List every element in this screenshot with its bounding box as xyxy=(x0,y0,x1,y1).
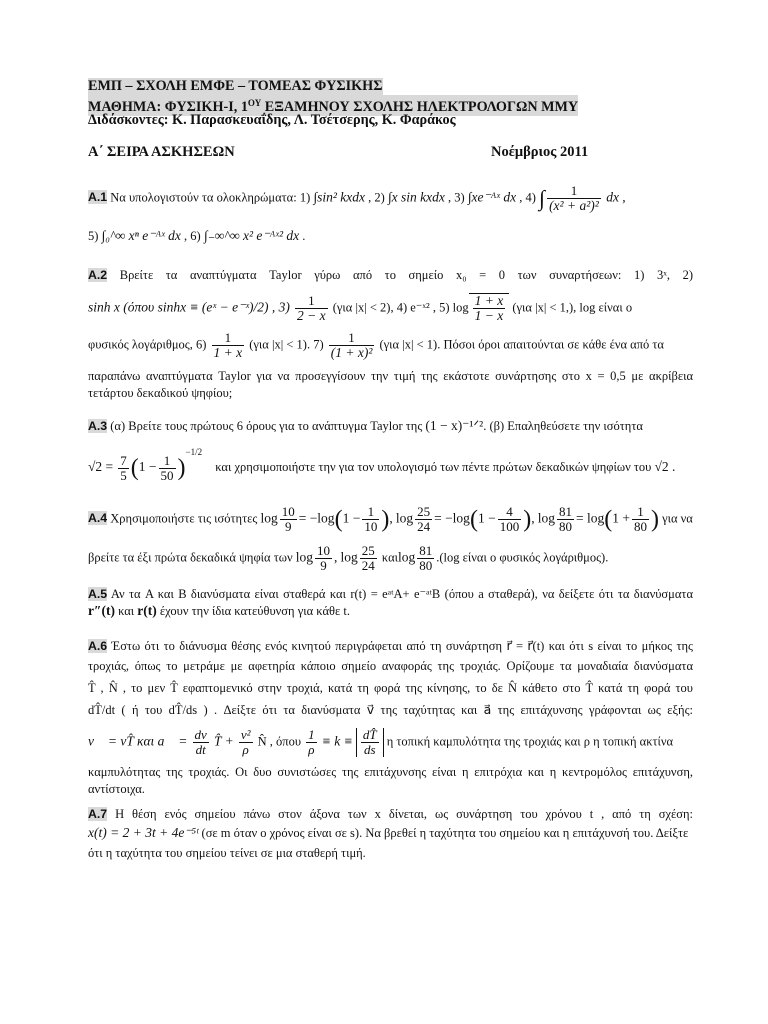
a4-and: και xyxy=(381,550,398,565)
a4-l2-f1d: 9 xyxy=(320,558,327,573)
a4-l2-f1 xyxy=(315,544,332,573)
a6-l5e: η τοπική καμπυλότητα της τροχιάς και ρ η τοπική ακτίνα xyxy=(386,734,674,749)
a1-integral-2: ∫x sin kxdx xyxy=(387,189,445,205)
a4-eq2-rd: 100 xyxy=(499,519,520,534)
a3-l2text: και χρησιμοποιήστε την για τον υπολογισμό των πέντε πρώτων δεκαδικών ψηφίων του xyxy=(215,460,652,474)
a1-sep5: 5) xyxy=(88,229,102,243)
a4-eq1-rd: 10 xyxy=(364,519,378,534)
a2-line2 xyxy=(88,293,632,323)
a4-eq2-rp: ) xyxy=(523,506,532,533)
a2-l1: Βρείτε τα αναπτύγματα Taylor γύρω από το σημείο x₀ = 0 των συναρτήσεων: 1) 3ˣ, 2) xyxy=(107,268,693,282)
a4-log5: log xyxy=(340,549,358,565)
a4-eq1-rp: ) xyxy=(381,506,390,533)
a3-frac1 xyxy=(118,454,129,483)
a7-line1 xyxy=(88,806,693,822)
a1-integral-sign: ∫ xyxy=(539,185,546,211)
a2-f3-num: 1 xyxy=(295,294,328,309)
a7-line3: ότι η ταχύτητα του σημείου τείνει σε μια σταθερή τιμή. xyxy=(88,846,366,860)
a1-sep6: , 6) xyxy=(180,229,204,243)
a6-line7: αντίστοιχα. xyxy=(88,782,145,796)
a3-f1-den: 5 xyxy=(120,467,127,483)
a4-eq1-n: 10 xyxy=(281,504,295,519)
a2-line5: τετάρτου δεκαδικού ψηφίου; xyxy=(88,386,233,400)
a3-lparen: ( xyxy=(130,455,139,482)
a4-eq3-lp: ( xyxy=(604,506,613,533)
a2-f6-den: 1 + x xyxy=(213,345,243,360)
a5-r-second: r″(t) xyxy=(88,603,115,618)
a4-eq3-mid: = log xyxy=(575,510,605,526)
a1-line2 xyxy=(88,228,305,244)
a4-eq1-rn: 1 xyxy=(362,505,379,520)
a4-l2-f3 xyxy=(417,544,434,573)
a6-frac1 xyxy=(193,728,209,757)
a2-f7-num: 1 xyxy=(329,331,375,346)
a4-eq3-rfrac xyxy=(632,505,649,534)
a1-integral-3: ∫xe⁻ᴬˣ dx xyxy=(467,189,517,205)
a1-line1 xyxy=(88,184,626,213)
a4-eq3-rn: 1 xyxy=(632,505,649,520)
a6-frac4 xyxy=(361,728,379,757)
a6-f3-num: 1 xyxy=(308,727,315,742)
a4-eq2-n: 25 xyxy=(417,504,431,519)
a6-f2-den: ρ xyxy=(242,742,249,757)
a6-label: Α.6 xyxy=(88,639,108,653)
a4-l2-f1n: 10 xyxy=(317,543,330,558)
a2-l2b: (για |x| < 2), 4) e⁻ˣ² , 5) log xyxy=(332,300,469,315)
a2-frac6 xyxy=(212,331,245,360)
a4-eq1-rfrac xyxy=(362,505,379,534)
a4-eq3-frac xyxy=(557,505,574,534)
a7-eq: x(t) = 2 + 3t + 4e⁻⁵ᵗ xyxy=(88,825,199,840)
a6-f1-num: dv xyxy=(194,727,207,742)
a6-f4-den: ds xyxy=(363,742,376,757)
a5-r: r(t) xyxy=(137,603,157,618)
a6-l1: Έστω ότι το διάνυσμα θέσης ενός κινητού περιγράφεται από τη συνάρτηση r⃗ = r⃗(t) και ότι s είναι το μήκος της xyxy=(107,639,693,653)
a2-l3a: φυσικός λογάριθμος, 6) xyxy=(88,337,207,352)
a4-eq2-rn: 4 xyxy=(498,505,522,520)
a1-i4-num: 1 xyxy=(547,184,601,199)
a3-line1 xyxy=(88,418,643,434)
a2-f5-den: 1 − x xyxy=(474,308,504,323)
a4-eq2-d: 24 xyxy=(417,519,431,534)
a1-sep3: , 3) xyxy=(444,190,468,205)
a2-f6-num: 1 xyxy=(212,331,245,346)
a2-f7-den: (1 + x)² xyxy=(330,345,373,360)
a2-frac3 xyxy=(295,294,328,323)
a3-l1a: (α) Βρείτε τους πρώτους 6 όρους για το ανάπτυγμα Taylor της xyxy=(107,419,423,433)
a1-integral-4-frac xyxy=(547,184,601,213)
a3-f2-num: 1 xyxy=(159,454,176,469)
a5-l1: Αν τα A και B διανύσματα είναι σταθερά και r(t) = eᵃᵗA+ e⁻ᵃᵗB (όπου a σταθερά), να δείξετε ότι τα διανύσματα xyxy=(107,587,693,601)
a3-one: 1 − xyxy=(138,459,157,474)
a4-eq2-rfrac xyxy=(498,505,522,534)
a4-l1b: για να xyxy=(658,511,693,526)
a4-log6: log xyxy=(398,549,416,565)
a6-line2: τροχιάς, όπως το μετράμε με αφετηρία κάποιο σημείο αναφοράς της τροχιάς. Ορίζουμε τα μοναδιαία διανύσματα xyxy=(88,659,693,673)
a5-line1 xyxy=(88,586,693,602)
a3-l1b: . (β) Επαληθεύσετε την ισότητα xyxy=(483,419,643,433)
a4-l2-f2 xyxy=(360,544,377,573)
a4-eq2-mid: = −log xyxy=(434,510,470,526)
a6-line6: καμπυλότητας της τροχιάς. Οι δυο συνιστώσες της επιτάχυνσης είναι η επιτρόχια και η κεντρομόλος επιτάχυνση, xyxy=(88,765,693,779)
a2-f3-den: 2 − x xyxy=(297,308,326,323)
a2-line1 xyxy=(88,267,693,283)
a5-label: Α.5 xyxy=(88,587,108,601)
a2-l2c: (για |x| < 1,), log είναι ο xyxy=(512,300,633,315)
a6-l5c: N̂ , όπου xyxy=(257,734,302,749)
a4-log3: log xyxy=(537,510,555,526)
a3-line2 xyxy=(88,444,675,483)
a4-eq3-rd: 80 xyxy=(633,519,647,534)
a6-line4: dT̂/dt ( ή του dT̂/ds ) . Δείξτε ότι τα διανύσματα v⃗ της ταχύτητας και a⃗ της επιτάχυνσης γράφονται ως εξής: xyxy=(88,703,693,717)
a1-i4-dx: dx , xyxy=(602,189,626,205)
a4-eq1-mid: = −log xyxy=(298,510,335,526)
a7-label: Α.7 xyxy=(88,807,108,821)
a2-l3c: (για |x| < 1). Πόσοι όροι απαιτούνται σε κάθε ένα από τα xyxy=(379,337,664,352)
a5-line2 xyxy=(88,603,350,619)
a7-line2 xyxy=(88,825,688,841)
a4-eq2-frac xyxy=(415,505,432,534)
a4-log2: log xyxy=(395,510,414,526)
a6-line3: T̂ , N̂ , το μεν T̂ εφαπτομενικό στην τροχιά, κατά τη φορά της κίνησης, το δε N̂ κάθετο στο T̂ κατά τη φορά του xyxy=(88,681,693,695)
a4-eq2-one: 1 − xyxy=(477,510,496,526)
a4-eq3-d: 80 xyxy=(558,519,572,534)
a4-label: Α.4 xyxy=(88,511,108,526)
a1-integral-1: ∫sin² kxdx xyxy=(313,189,365,205)
a4-comma2: , xyxy=(531,510,535,526)
a4-eq3-n: 81 xyxy=(558,504,572,519)
a7-l2b: (σε m όταν ο χρόνος είναι σε s). Να βρεθεί η ταχύτητα του σημείου και η επιτάχυνσή του. Δείξτε xyxy=(198,826,689,840)
a7-l1: Η θέση ενός σημείου πάνω στον άξονα των x δίνεται, ως συνάρτηση του χρόνου t , από τη σχέση: xyxy=(107,807,693,821)
a3-exp: −1/2 xyxy=(185,447,203,457)
a2-label: Α.2 xyxy=(88,268,108,282)
a2-frac7 xyxy=(329,331,375,360)
a6-f4-num: dT̂ xyxy=(362,727,377,742)
header-course-b: ΕΞΑΜΗΝΟΥ ΣΧΟΛΗΣ ΗΛΕΚΤΡΟΛΟΓΩΝ ΜΜΥ xyxy=(261,99,579,115)
header-course-a: ΜΑΘΗΜΑ: ΦΥΣΙΚΗ-Ι, 1 xyxy=(88,99,248,115)
series-title: Α΄ ΣΕΙΡΑ ΑΣΚΗΣΕΩΝ xyxy=(88,144,235,160)
a4-eq1-d: 9 xyxy=(284,519,292,534)
a2-line3 xyxy=(88,331,664,360)
a2-frac5 xyxy=(473,294,506,323)
a4-line2 xyxy=(88,544,608,573)
a3-end: √2 . xyxy=(654,459,676,474)
a4-log1: log xyxy=(260,510,278,526)
a1-integral-5: ∫₀^∞ xⁿ e⁻ᴬˣ dx xyxy=(101,228,181,243)
a4-eq1-frac xyxy=(280,505,297,534)
a6-l5b: T̂ + xyxy=(213,733,234,749)
a4-l2-f2d: 24 xyxy=(361,558,375,573)
a2-l2a: sinh x (όπου sinhx ≡ (eˣ − e⁻ˣ)/2) , 3) xyxy=(88,299,290,315)
a6-line1 xyxy=(88,638,693,654)
a1-sep2: , 2) xyxy=(364,190,388,205)
a2-f5-num: 1 + x xyxy=(474,293,504,308)
a1-integral-6: ∫₋∞^∞ x² e⁻ᴬˣ² dx xyxy=(203,228,300,243)
a4-eq1-one: 1 − xyxy=(342,510,361,526)
a4-eq3-one: 1 + xyxy=(612,510,630,526)
a3-lhs: √2 = xyxy=(88,459,114,474)
a3-expr: (1 − x)⁻¹ᐟ² xyxy=(425,418,484,433)
a4-comma1: , xyxy=(389,510,393,526)
a2-line4: παραπάνω αναπτύγματα Taylor για να προσεγγίσουν την τιμή της εκάστοτε συνάρτησης στο x = 0,5 με ακρίβεια xyxy=(88,369,693,383)
a4-log4: log xyxy=(295,549,313,565)
a3-frac2 xyxy=(159,454,176,483)
a1-end: . xyxy=(299,229,306,243)
a3-rparen: ) xyxy=(177,455,186,482)
a1-sep4: , 4) xyxy=(516,190,540,205)
a6-l5d: ≡ k ≡ xyxy=(321,733,353,749)
a4-eq1-lp: ( xyxy=(334,506,343,533)
a4-l2-f3d: 80 xyxy=(419,558,433,573)
a4-comma3: , xyxy=(334,549,338,565)
a4-eq3-rp: ) xyxy=(650,506,659,533)
a6-l5a: v⃗ = vT̂ και a⃗ = xyxy=(88,733,188,749)
a4-l2-f2n: 25 xyxy=(361,543,375,558)
a4-l2a: βρείτε τα έξι πρώτα δεκαδικά ψηφία των xyxy=(88,550,293,565)
a2-l3b: (για |x| < 1). 7) xyxy=(249,337,324,352)
a4-l2-f3n: 81 xyxy=(419,543,433,558)
a3-f1-num: 7 xyxy=(120,452,127,468)
a3-label: Α.3 xyxy=(88,419,108,433)
a1-label: Α.1 xyxy=(88,190,108,205)
a6-f3-den: ρ xyxy=(308,742,315,757)
date: Νοέμβριος 2011 xyxy=(491,144,589,160)
a6-f2-num: v² xyxy=(240,727,251,742)
a4-l2c: .(log είναι ο φυσικός λογάριθμος). xyxy=(436,550,609,565)
a4-l1a: Χρησιμοποιήστε τις ισότητες xyxy=(107,511,258,526)
header-instructors: Διδάσκοντες: Κ. Παρασκευαΐδης, Λ. Τσέτσερης, Κ. Φαράκος xyxy=(88,112,456,128)
header-school: ΕΜΠ – ΣΧΟΛΗ ΕΜΦΕ – ΤΟΜΕΑΣ ΦΥΣΙΚΗΣ xyxy=(88,78,383,94)
a4-eq2-lp: ( xyxy=(469,506,478,533)
a2-sqrt xyxy=(469,293,510,323)
a1-i4-den: (x² + a²)² xyxy=(549,198,599,213)
a5-l2d: έχουν την ίδια κατεύθυνση για κάθε t. xyxy=(156,604,350,618)
a5-and: και xyxy=(114,604,138,618)
a6-line5 xyxy=(88,728,673,757)
header-course-sup: ΟΥ xyxy=(247,98,262,108)
a6-frac3 xyxy=(306,728,317,757)
a6-f1-den: dt xyxy=(195,742,206,757)
a1-text: Να υπολογιστούν τα ολοκληρώματα: 1) xyxy=(107,190,314,205)
a6-frac2 xyxy=(239,728,253,757)
a4-line1 xyxy=(88,505,693,534)
a3-f2-den: 50 xyxy=(160,467,174,483)
a6-abs xyxy=(356,728,384,757)
